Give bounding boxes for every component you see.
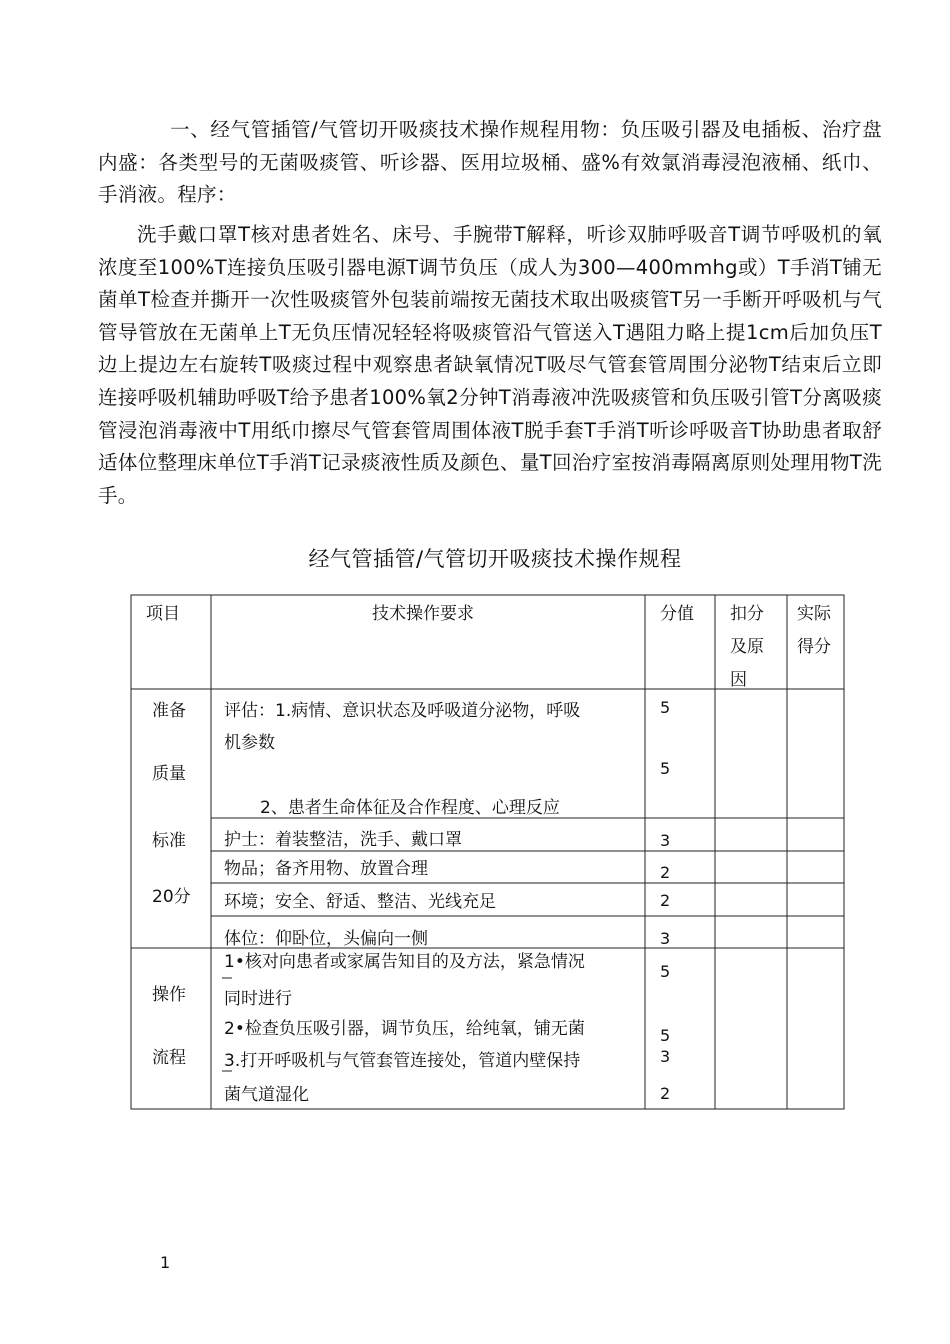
step-1-line-2: 同时进行 <box>224 989 292 1009</box>
procedure-paragraph: 洗手戴口罩T核对患者姓名、床号、手腕带T解释，听诊双肺呼吸音T调节呼吸机的氧浓度至100%T连接负压吸引器电源T调节负压（成人为300—400mmhg或）T手消T铺无菌单T检查并撕开一次性吸痰管外包装前端按无菌技术取出吸痰管T另一手断开呼吸机与气管导管放在无菌单上T无负压情况轻轻将吸痰管沿气管送入T遇阻力略上提1cm后加负压T边上提边左右旋转T吸痰过程中观察患者缺氧情况T吸尽气管套管周围分泌物T结束后立即连接呼吸机辅助呼吸T给予患者100%氧2分钟T消毒液冲洗吸痰管和负压吸引管T分离吸痰管浸泡消毒液中T用纸巾擦尽气管套管周围体液T脱手套T手消T听诊呼吸音T协助患者取舒适体位整理床单位T手消T记录痰液性质及颜色、量T回治疗室按消毒隔离原则处理用物T洗手。 <box>98 223 882 507</box>
prep-score-4: 2 <box>660 863 671 882</box>
header-score: 分值 <box>660 604 694 624</box>
step-4: 菌气道湿化 <box>224 1085 309 1105</box>
environment-requirement: 环境；安全、舒适、整洁、光线充足 <box>224 892 496 912</box>
op-label-2: 流程 <box>152 1048 186 1068</box>
prep-score-1: 5 <box>660 698 671 717</box>
prep-score-6: 3 <box>660 929 671 948</box>
step-2: 2•检查负压吸引器，调节负压，给纯氧，铺无菌 <box>224 1019 585 1039</box>
prep-score-2: 5 <box>660 759 671 778</box>
op-label-1: 操作 <box>152 985 186 1005</box>
op-score-1: 5 <box>660 962 671 981</box>
header-requirements: 技术操作要求 <box>372 604 474 624</box>
assess-line-3: 2、患者生命体征及合作程度、心理反应 <box>260 798 560 818</box>
prep-score-5: 2 <box>660 891 671 910</box>
assess-line-1: 评估：1.病情、意识状态及呼吸道分泌物，呼吸 <box>224 701 581 721</box>
header-actual-1: 实际 <box>797 604 831 624</box>
header-deduct-3: 因 <box>730 670 747 690</box>
header-deduct-1: 扣分 <box>730 604 764 624</box>
items-requirement: 物品；备齐用物、放置合理 <box>224 859 428 879</box>
prep-label-3: 标准 <box>152 831 186 851</box>
intro-paragraph: 一、经气管插管/气管切开吸痰技术操作规程用物：负压吸引器及电插板、治疗盘内盛：各类型号的无菌吸痰管、听诊器、医用垃圾桶、盛%有效氯消毒浸泡液桶、纸巾、手消液。程序： <box>98 118 882 207</box>
header-actual-2: 得分 <box>797 637 831 657</box>
op-score-3: 3 <box>660 1047 671 1066</box>
prep-label-1: 准备 <box>152 701 186 721</box>
step-1-line-1: 1•核对向患者或家属告知目的及方法，紧急情况 <box>224 952 585 972</box>
assess-line-2: 机参数 <box>224 733 275 753</box>
prep-score-3: 3 <box>660 831 671 850</box>
step-3: 3.打开呼吸机与气管套管连接处，管道内壁保持 <box>224 1051 581 1071</box>
header-deduct-2: 及原 <box>730 637 764 657</box>
prep-label-2: 质量 <box>152 764 186 784</box>
page-number: 1 <box>160 1253 171 1272</box>
header-item: 项目 <box>146 604 180 624</box>
table-title: 经气管插管/气管切开吸痰技术操作规程 <box>308 547 682 571</box>
nurse-requirement: 护士：着装整洁，洗手、戴口罩 <box>224 830 462 850</box>
position-requirement: 体位：仰卧位，头偏向一侧 <box>224 929 428 949</box>
op-score-2: 5 <box>660 1026 671 1045</box>
op-score-4: 2 <box>660 1084 671 1103</box>
prep-label-4: 20分 <box>152 887 191 907</box>
